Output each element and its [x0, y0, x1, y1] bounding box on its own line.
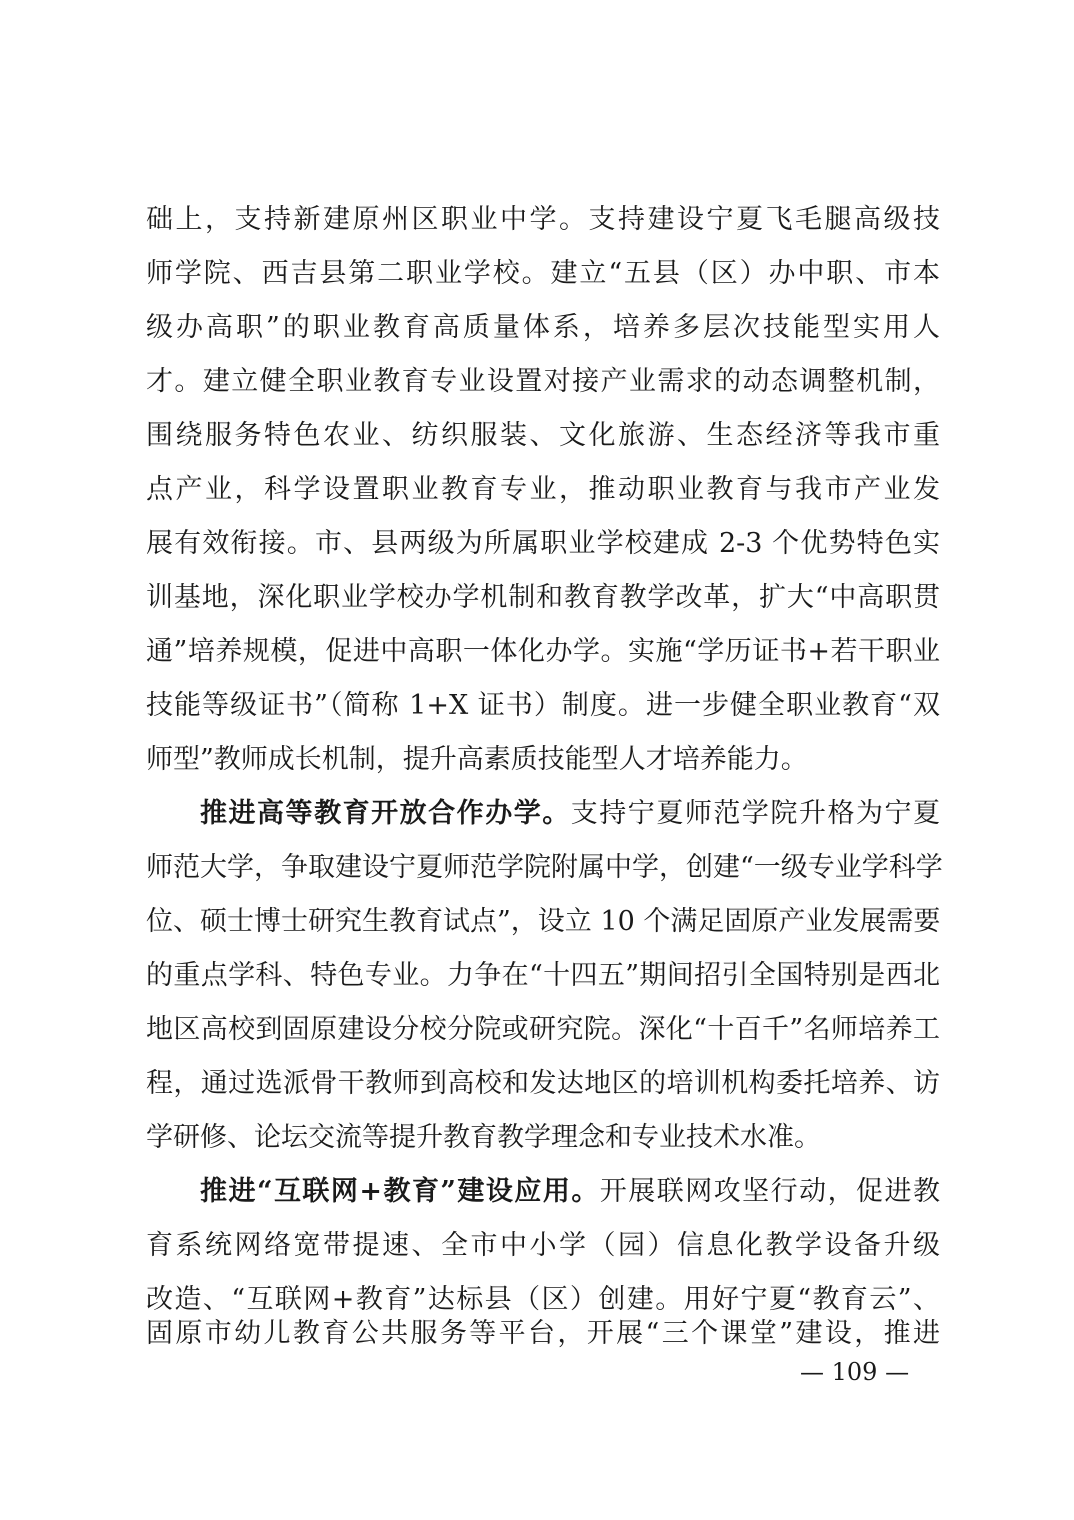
- paragraph-1-line-10: [146, 688, 940, 724]
- paragraph-1-line-8: [146, 580, 940, 616]
- line-text: 师范大学，争取建设宁夏师范学院附属中学，创建“一级专业学科学: [146, 852, 943, 883]
- paragraph-2-line-5: [146, 1012, 940, 1048]
- paragraph-1-line-2: [146, 256, 940, 292]
- line-text: 技能等级证书”（简称 1+X 证书）制度。进一步健全职业教育“双: [146, 690, 940, 721]
- line-text: 围绕服务特色农业、纺织服装、文化旅游、生态经济等我市重: [146, 420, 940, 451]
- line-text: 师型”教师成长机制，提升高素质技能型人才培养能力。: [146, 744, 808, 775]
- line-text: 础上，支持新建原州区职业中学。支持建设宁夏飞毛腿高级技: [146, 204, 940, 235]
- paragraph-1-line-7: [146, 526, 940, 562]
- line-text: 程，通过选派骨干教师到高校和发达地区的培训机构委托培养、访: [146, 1068, 940, 1099]
- section-heading: 推进“互联网+教育”建设应用。: [200, 1176, 600, 1207]
- paragraph-1-line-4: [146, 364, 940, 400]
- line-text: 师学院、西吉县第二职业学校。建立“五县（区）办中职、市本: [146, 258, 940, 289]
- line-text: 的重点学科、特色专业。力争在“十四五”期间招引全国特别是西北: [146, 960, 940, 991]
- paragraph-1-line-5: [146, 418, 940, 454]
- paragraph-1-line-1: [146, 202, 940, 238]
- line-text: 才。建立健全职业教育专业设置对接产业需求的动态调整机制，: [146, 366, 940, 397]
- paragraph-2-line-4: [146, 958, 940, 994]
- line-text: 支持宁夏师范学院升格为宁夏: [570, 798, 941, 829]
- paragraph-2-line-3: [146, 904, 940, 940]
- paragraph-2-line-1: [200, 796, 940, 832]
- line-text: 育系统网络宽带提速、全市中小学（园）信息化教学设备升级: [146, 1230, 940, 1261]
- line-text: 展有效衔接。市、县两级为所属职业学校建成 2-3 个优势特色实: [146, 528, 940, 559]
- paragraph-2-line-7: [146, 1120, 940, 1156]
- paragraph-3-line-4: [146, 1316, 940, 1352]
- line-text: 点产业，科学设置职业教育专业，推动职业教育与我市产业发: [146, 474, 940, 505]
- line-text: 级办高职”的职业教育高质量体系，培养多层次技能型实用人: [146, 312, 940, 343]
- paragraph-3-line-1: [200, 1174, 940, 1210]
- line-text: 开展联网攻坚行动，促进教: [599, 1176, 941, 1207]
- line-text: 固原市幼儿教育公共服务等平台，开展“三个课堂”建设，推进: [146, 1318, 940, 1349]
- paragraph-1-line-6: [146, 472, 940, 508]
- paragraph-2-line-2: [146, 850, 943, 886]
- line-text: 通”培养规模，促进中高职一体化办学。实施“学历证书+若干职业: [146, 636, 940, 667]
- line-text: 训基地，深化职业学校办学机制和教育教学改革，扩大“中高职贯: [146, 582, 940, 613]
- paragraph-1-line-3: [146, 310, 940, 346]
- paragraph-3-line-3: [146, 1282, 940, 1318]
- paragraph-2-line-6: [146, 1066, 940, 1102]
- line-text: 改造、“互联网+教育”达标县（区）创建。用好宁夏“教育云”、: [146, 1284, 940, 1315]
- paragraph-1-line-11: [146, 742, 940, 778]
- section-heading: 推进高等教育开放合作办学。: [200, 798, 571, 829]
- page-number: — 109 —: [800, 1358, 910, 1386]
- paragraph-1-line-9: [146, 634, 940, 670]
- paragraph-3-line-2: [146, 1228, 940, 1264]
- line-text: 位、硕士博士研究生教育试点”，设立 10 个满足固原产业发展需要: [146, 906, 941, 937]
- line-text: 学研修、论坛交流等提升教育教学理念和专业技术水准。: [146, 1122, 821, 1153]
- line-text: 地区高校到固原建设分校分院或研究院。深化“十百千”名师培养工: [146, 1014, 940, 1045]
